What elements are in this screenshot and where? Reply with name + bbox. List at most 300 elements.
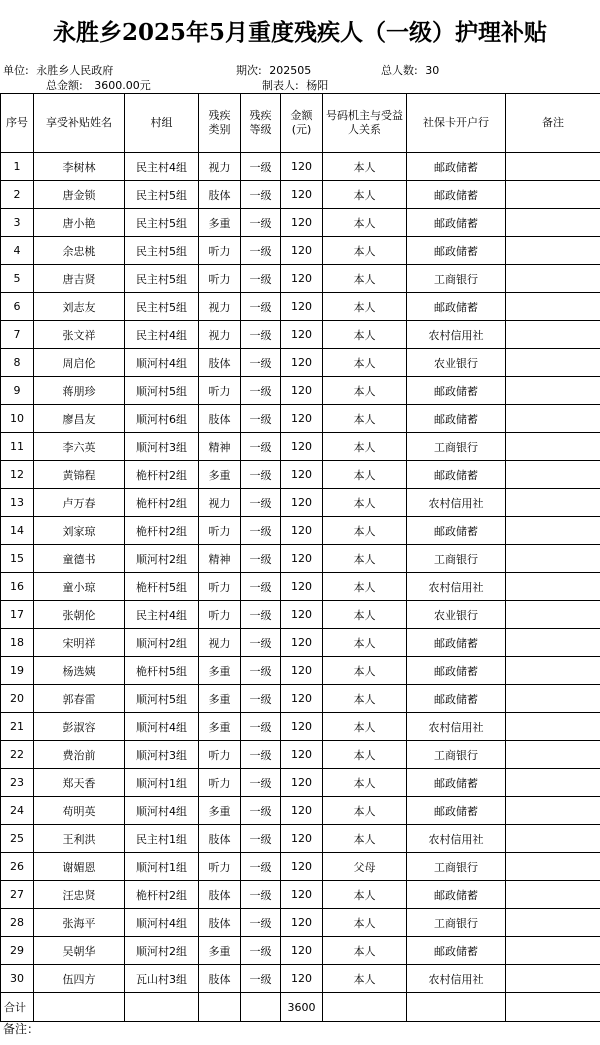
table-row [1,965,600,993]
cell-name: 张文祥 [34,321,125,349]
cell-relation: 本人 [323,545,407,573]
total-label: 总金额: [46,79,83,92]
table-row [1,321,600,349]
cell-bank: 工商银行 [407,853,506,881]
cell-index: 10 [1,405,34,433]
total-label-cell: 合计 [1,993,34,1022]
cell-amount: 120 [281,937,323,965]
cell-bank: 邮政储蓄 [407,293,506,321]
cell-bank: 邮政储蓄 [407,769,506,797]
cell-remark [506,545,600,573]
cell-bank: 邮政储蓄 [407,405,506,433]
cell-category: 听力 [199,265,241,293]
cell-level: 一级 [241,237,281,265]
cell-bank: 邮政储蓄 [407,461,506,489]
cell-relation: 本人 [323,741,407,769]
maker-value: 杨阳 [306,79,329,92]
cell-amount: 120 [281,181,323,209]
cell-village: 顺河村1组 [125,769,199,797]
cell-remark [506,349,600,377]
cell-amount: 120 [281,321,323,349]
cell-amount: 120 [281,657,323,685]
table-row [1,741,600,769]
cell-bank: 邮政储蓄 [407,881,506,909]
total-empty-cell [199,993,241,1022]
cell-relation: 本人 [323,657,407,685]
cell-village: 顺河村4组 [125,797,199,825]
cell-name: 张朝伦 [34,601,125,629]
col-header-amount: 金额(元) [281,94,323,153]
total-empty-cell [323,993,407,1022]
cell-remark [506,657,600,685]
total-empty-cell [506,993,600,1022]
cell-category: 多重 [199,209,241,237]
cell-bank: 邮政储蓄 [407,937,506,965]
cell-category: 听力 [199,741,241,769]
cell-index: 22 [1,741,34,769]
table-row [1,209,600,237]
cell-amount: 120 [281,713,323,741]
cell-bank: 农业银行 [407,349,506,377]
cell-name: 吴朝华 [34,937,125,965]
cell-level: 一级 [241,545,281,573]
cell-bank: 邮政储蓄 [407,517,506,545]
cell-village: 民主村1组 [125,825,199,853]
cell-name: 余忠桃 [34,237,125,265]
period-info [236,62,311,78]
cell-bank: 邮政储蓄 [407,209,506,237]
cell-name: 苟明英 [34,797,125,825]
table-row [1,825,600,853]
cell-name: 杨选姨 [34,657,125,685]
cell-category: 多重 [199,461,241,489]
cell-relation: 本人 [323,433,407,461]
cell-level: 一级 [241,825,281,853]
cell-relation: 本人 [323,629,407,657]
cell-amount: 120 [281,965,323,993]
cell-level: 一级 [241,797,281,825]
cell-category: 精神 [199,433,241,461]
cell-level: 一级 [241,321,281,349]
cell-level: 一级 [241,937,281,965]
cell-village: 桅杆村5组 [125,657,199,685]
cell-category: 肢体 [199,825,241,853]
cell-name: 唐金锁 [34,181,125,209]
cell-name: 汪忠贤 [34,881,125,909]
cell-amount: 120 [281,853,323,881]
cell-relation: 本人 [323,797,407,825]
table-row [1,629,600,657]
cell-name: 唐小艳 [34,209,125,237]
cell-amount: 120 [281,909,323,937]
col-header-name: 享受补贴姓名 [34,94,125,153]
cell-amount: 120 [281,349,323,377]
cell-index: 26 [1,853,34,881]
total-empty-cell [407,993,506,1022]
cell-remark [506,377,600,405]
cell-category: 视力 [199,293,241,321]
cell-bank: 工商银行 [407,909,506,937]
cell-village: 顺河村2组 [125,629,199,657]
cell-amount: 120 [281,153,323,181]
cell-bank: 农村信用社 [407,573,506,601]
cell-relation: 本人 [323,517,407,545]
cell-level: 一级 [241,685,281,713]
cell-village: 民主村4组 [125,601,199,629]
cell-index: 28 [1,909,34,937]
cell-village: 顺河村4组 [125,349,199,377]
cell-remark [506,181,600,209]
cell-name: 伍四方 [34,965,125,993]
cell-level: 一级 [241,965,281,993]
table-row [1,545,600,573]
cell-relation: 本人 [323,573,407,601]
cell-level: 一级 [241,293,281,321]
count-info [381,62,439,78]
unit-value: 永胜乡人民政府 [36,64,114,77]
cell-bank: 农业银行 [407,601,506,629]
cell-remark [506,741,600,769]
cell-relation: 本人 [323,377,407,405]
cell-relation: 本人 [323,153,407,181]
cell-amount: 120 [281,517,323,545]
col-header-level: 残疾等级 [241,94,281,153]
table-row [1,713,600,741]
cell-relation: 本人 [323,293,407,321]
cell-name: 唐吉贤 [34,265,125,293]
cell-amount: 120 [281,433,323,461]
cell-index: 21 [1,713,34,741]
table-row [1,909,600,937]
cell-level: 一级 [241,517,281,545]
cell-remark [506,265,600,293]
cell-village: 顺河村2组 [125,937,199,965]
cell-index: 3 [1,209,34,237]
cell-index: 24 [1,797,34,825]
cell-category: 听力 [199,853,241,881]
total-empty-cell [125,993,199,1022]
cell-remark [506,769,600,797]
table-row [1,489,600,517]
cell-index: 20 [1,685,34,713]
cell-bank: 农村信用社 [407,965,506,993]
cell-village: 顺河村1组 [125,853,199,881]
cell-relation: 本人 [323,601,407,629]
maker-info [262,77,328,93]
cell-village: 民主村4组 [125,321,199,349]
cell-relation: 本人 [323,237,407,265]
cell-index: 29 [1,937,34,965]
table-row [1,461,600,489]
cell-level: 一级 [241,601,281,629]
cell-name: 李六英 [34,433,125,461]
cell-relation: 本人 [323,685,407,713]
col-header-index: 序号 [1,94,34,153]
cell-village: 顺河村5组 [125,377,199,405]
cell-amount: 120 [281,685,323,713]
table-row [1,181,600,209]
cell-remark [506,629,600,657]
cell-name: 王利洪 [34,825,125,853]
cell-village: 桅杆村2组 [125,461,199,489]
cell-village: 顺河村6组 [125,405,199,433]
cell-relation: 本人 [323,881,407,909]
cell-bank: 农村信用社 [407,489,506,517]
cell-village: 民主村5组 [125,293,199,321]
cell-category: 肢体 [199,881,241,909]
cell-index: 19 [1,657,34,685]
cell-name: 廖昌友 [34,405,125,433]
cell-bank: 工商银行 [407,433,506,461]
cell-remark [506,797,600,825]
cell-index: 1 [1,153,34,181]
cell-village: 顺河村3组 [125,741,199,769]
cell-relation: 本人 [323,209,407,237]
cell-amount: 120 [281,881,323,909]
table-row [1,377,600,405]
cell-amount: 120 [281,461,323,489]
cell-level: 一级 [241,769,281,797]
cell-remark [506,909,600,937]
cell-bank: 邮政储蓄 [407,685,506,713]
cell-remark [506,293,600,321]
remark-footer: 备注： [3,1022,40,1036]
cell-category: 听力 [199,237,241,265]
cell-remark [506,713,600,741]
cell-relation: 本人 [323,265,407,293]
table-row [1,433,600,461]
cell-amount: 120 [281,629,323,657]
cell-index: 14 [1,517,34,545]
cell-index: 4 [1,237,34,265]
cell-name: 费治前 [34,741,125,769]
cell-level: 一级 [241,657,281,685]
cell-category: 多重 [199,937,241,965]
cell-index: 11 [1,433,34,461]
col-header-remark: 备注 [506,94,600,153]
table-row [1,573,600,601]
cell-category: 肢体 [199,405,241,433]
cell-village: 桅杆村2组 [125,881,199,909]
cell-name: 卢万春 [34,489,125,517]
table-header-row [1,94,600,153]
cell-level: 一级 [241,377,281,405]
period-label: 期次: [236,64,262,77]
cell-village: 民主村5组 [125,181,199,209]
cell-level: 一级 [241,629,281,657]
cell-amount: 120 [281,265,323,293]
table-row [1,349,600,377]
cell-bank: 工商银行 [407,265,506,293]
cell-amount: 120 [281,825,323,853]
cell-category: 听力 [199,573,241,601]
table-row [1,601,600,629]
cell-bank: 邮政储蓄 [407,629,506,657]
cell-bank: 邮政储蓄 [407,181,506,209]
cell-level: 一级 [241,153,281,181]
cell-category: 多重 [199,797,241,825]
cell-name: 郑天香 [34,769,125,797]
cell-index: 6 [1,293,34,321]
cell-level: 一级 [241,909,281,937]
cell-name: 宋明祥 [34,629,125,657]
cell-amount: 120 [281,797,323,825]
cell-amount: 120 [281,377,323,405]
cell-category: 视力 [199,153,241,181]
cell-index: 15 [1,545,34,573]
cell-village: 民主村5组 [125,209,199,237]
cell-bank: 邮政储蓄 [407,237,506,265]
cell-amount: 120 [281,405,323,433]
cell-bank: 农村信用社 [407,825,506,853]
table-row [1,237,600,265]
cell-remark [506,685,600,713]
cell-remark [506,405,600,433]
cell-amount: 120 [281,769,323,797]
unit-label: 单位: [3,64,29,77]
cell-level: 一级 [241,881,281,909]
cell-name: 蒋朋珍 [34,377,125,405]
cell-village: 桅杆村5组 [125,573,199,601]
cell-category: 多重 [199,657,241,685]
cell-index: 25 [1,825,34,853]
cell-name: 谢媚恩 [34,853,125,881]
cell-category: 肢体 [199,181,241,209]
cell-category: 视力 [199,489,241,517]
col-header-bank: 社保卡开户行 [407,94,506,153]
cell-index: 13 [1,489,34,517]
table-row [1,153,600,181]
cell-relation: 本人 [323,937,407,965]
count-value: 30 [425,64,440,77]
table-row [1,517,600,545]
cell-remark [506,601,600,629]
table-row [1,853,600,881]
total-value: 3600.00元 [94,79,151,92]
cell-category: 多重 [199,713,241,741]
cell-name: 刘家琼 [34,517,125,545]
cell-relation: 本人 [323,181,407,209]
cell-amount: 120 [281,741,323,769]
cell-level: 一级 [241,573,281,601]
cell-village: 桅杆村2组 [125,489,199,517]
table-row [1,405,600,433]
cell-relation: 本人 [323,349,407,377]
cell-remark [506,965,600,993]
cell-remark [506,937,600,965]
cell-remark [506,825,600,853]
cell-village: 瓦山村3组 [125,965,199,993]
cell-name: 周启伦 [34,349,125,377]
unit-info [3,62,113,78]
cell-name: 张海平 [34,909,125,937]
cell-remark [506,461,600,489]
cell-level: 一级 [241,405,281,433]
cell-name: 黄锦程 [34,461,125,489]
cell-index: 23 [1,769,34,797]
cell-remark [506,517,600,545]
cell-relation: 本人 [323,909,407,937]
cell-level: 一级 [241,349,281,377]
cell-relation: 父母 [323,853,407,881]
cell-index: 9 [1,377,34,405]
cell-index: 30 [1,965,34,993]
count-label: 总人数: [381,64,418,77]
col-header-category: 残疾类别 [199,94,241,153]
cell-bank: 邮政储蓄 [407,153,506,181]
cell-village: 顺河村4组 [125,713,199,741]
cell-remark [506,209,600,237]
total-empty-cell [34,993,125,1022]
cell-remark [506,237,600,265]
cell-category: 多重 [199,685,241,713]
cell-name: 刘志友 [34,293,125,321]
cell-name: 郭春雷 [34,685,125,713]
cell-bank: 农村信用社 [407,713,506,741]
table-row [1,881,600,909]
col-header-village: 村组 [125,94,199,153]
table-row [1,685,600,713]
cell-amount: 120 [281,209,323,237]
cell-index: 5 [1,265,34,293]
cell-index: 18 [1,629,34,657]
cell-bank: 邮政储蓄 [407,657,506,685]
col-header-relation: 号码机主与受益人关系 [323,94,407,153]
cell-level: 一级 [241,461,281,489]
cell-name: 童德书 [34,545,125,573]
cell-remark [506,321,600,349]
cell-index: 7 [1,321,34,349]
cell-category: 听力 [199,517,241,545]
cell-category: 听力 [199,377,241,405]
cell-amount: 120 [281,601,323,629]
cell-level: 一级 [241,713,281,741]
cell-name: 彭淑容 [34,713,125,741]
cell-index: 2 [1,181,34,209]
cell-relation: 本人 [323,461,407,489]
cell-relation: 本人 [323,489,407,517]
cell-level: 一级 [241,489,281,517]
cell-relation: 本人 [323,965,407,993]
cell-amount: 120 [281,573,323,601]
cell-category: 肢体 [199,909,241,937]
cell-remark [506,573,600,601]
cell-level: 一级 [241,433,281,461]
cell-relation: 本人 [323,825,407,853]
cell-index: 16 [1,573,34,601]
cell-amount: 120 [281,237,323,265]
table-row [1,657,600,685]
cell-bank: 工商银行 [407,545,506,573]
table-row [1,293,600,321]
total-empty-cell [241,993,281,1022]
total-info [46,77,151,93]
cell-village: 顺河村2组 [125,545,199,573]
cell-village: 民主村4组 [125,153,199,181]
table-row [1,769,600,797]
cell-bank: 邮政储蓄 [407,377,506,405]
cell-bank: 邮政储蓄 [407,797,506,825]
cell-index: 27 [1,881,34,909]
cell-category: 肢体 [199,349,241,377]
cell-relation: 本人 [323,713,407,741]
page-title: 永胜乡2025年5月重度残疾人（一级）护理补贴 [52,18,548,46]
subsidy-table [0,93,600,1022]
cell-category: 精神 [199,545,241,573]
cell-category: 肢体 [199,965,241,993]
cell-category: 视力 [199,629,241,657]
cell-category: 听力 [199,601,241,629]
